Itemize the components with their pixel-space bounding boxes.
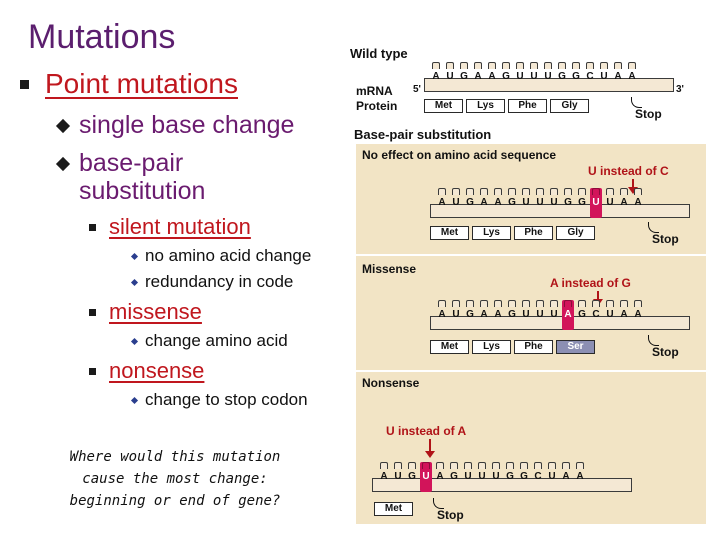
silent-mutation-text: silent mutation xyxy=(109,214,251,239)
bullet-point-mutations xyxy=(20,68,238,100)
amino-acid: Lys xyxy=(472,340,511,354)
nucleotide: U xyxy=(528,62,540,92)
missense-protein xyxy=(430,340,598,354)
square-bullet-icon xyxy=(89,309,96,316)
point-mutations-heading: Point mutations xyxy=(45,68,238,99)
single-base-change-text: single base change xyxy=(79,111,295,139)
mutated-nucleotide: A xyxy=(562,300,574,330)
square-bullet-icon xyxy=(20,80,29,89)
mutated-nucleotide: U xyxy=(590,188,602,218)
nucleotide: A xyxy=(612,62,624,92)
nucleotide: A xyxy=(574,462,586,492)
nonsense-arrow-icon xyxy=(429,439,431,453)
bullet-change-aa xyxy=(132,331,288,351)
amino-acid: Phe xyxy=(514,226,553,240)
nucleotide: A xyxy=(478,188,490,218)
nucleotide: U xyxy=(490,462,502,492)
nucleotide: U xyxy=(548,300,560,330)
missense-mrna-strand xyxy=(430,296,690,330)
nucleotide: G xyxy=(464,300,476,330)
nucleotide: A xyxy=(632,300,644,330)
nucleotide: G xyxy=(406,462,418,492)
missense-text: missense xyxy=(109,299,202,324)
nucleotide: A xyxy=(632,188,644,218)
small-diamond-bullet-icon xyxy=(131,396,138,403)
nucleotide: G xyxy=(518,462,530,492)
base-pair-substitution-text: base-pair substitution xyxy=(79,149,206,205)
amino-acid: Met xyxy=(430,340,469,354)
change-aa-text: change amino acid xyxy=(145,331,288,350)
protein-label: Protein xyxy=(356,99,398,113)
square-bullet-icon xyxy=(89,368,96,375)
nucleotide: U xyxy=(546,462,558,492)
nucleotide: G xyxy=(506,300,518,330)
silent-note: U instead of C xyxy=(588,164,669,178)
wild-type-protein xyxy=(424,99,592,113)
bullet-missense xyxy=(89,299,202,325)
nucleotide: A xyxy=(378,462,390,492)
amino-acid: Lys xyxy=(472,226,511,240)
nucleotide: A xyxy=(486,62,498,92)
wild-type-stop-label: Stop xyxy=(635,107,662,121)
mutated-nucleotide: U xyxy=(420,462,432,492)
nonsense-note: U instead of A xyxy=(386,424,467,438)
three-prime-label: 3' xyxy=(676,84,684,95)
bullet-change-to-stop xyxy=(132,390,308,410)
amino-acid: Met xyxy=(424,99,463,113)
diamond-bullet-icon xyxy=(56,119,70,133)
nucleotide: A xyxy=(430,62,442,92)
five-prime-label: 5' xyxy=(413,84,421,95)
change-to-stop-text: change to stop codon xyxy=(145,390,308,409)
nucleotide: U xyxy=(534,300,546,330)
wild-type-mrna-strand xyxy=(424,58,674,92)
no-aa-change-text: no amino acid change xyxy=(145,246,312,265)
bullet-no-aa-change xyxy=(132,246,311,266)
nucleotide: A xyxy=(478,300,490,330)
amino-acid: Phe xyxy=(514,340,553,354)
nucleotide: G xyxy=(570,62,582,92)
wild-type-heading: Wild type xyxy=(350,46,408,61)
nucleotide: U xyxy=(548,188,560,218)
nucleotide: A xyxy=(492,300,504,330)
redundancy-text: redundancy in code xyxy=(145,272,294,291)
nucleotide: U xyxy=(520,188,532,218)
nucleotide: G xyxy=(576,188,588,218)
nucleotide: G xyxy=(504,462,516,492)
diamond-bullet-icon xyxy=(56,157,70,171)
amino-acid: Lys xyxy=(466,99,505,113)
silent-panel-heading: No effect on amino acid sequence xyxy=(362,148,557,162)
nucleotide: U xyxy=(392,462,404,492)
nucleotide: C xyxy=(590,300,602,330)
bullet-base-pair-substitution xyxy=(56,149,309,205)
missense-note: A instead of G xyxy=(550,276,631,290)
missense-panel-heading: Missense xyxy=(362,262,417,276)
nonsense-stop-label: Stop xyxy=(437,508,464,522)
amino-acid: Gly xyxy=(556,226,595,240)
nucleotide: U xyxy=(444,62,456,92)
nucleotide: U xyxy=(450,300,462,330)
nucleotide: G xyxy=(576,300,588,330)
nucleotide: U xyxy=(604,188,616,218)
bullet-single-base-change xyxy=(56,111,294,139)
nucleotide: A xyxy=(618,300,630,330)
nucleotide: G xyxy=(556,62,568,92)
mutated-amino-acid: Ser xyxy=(556,340,595,354)
silent-mrna-strand xyxy=(430,184,690,218)
nucleotide: G xyxy=(448,462,460,492)
nucleotide: U xyxy=(534,188,546,218)
nucleotide: G xyxy=(500,62,512,92)
nucleotide: U xyxy=(450,188,462,218)
discussion-question: Where would this mutation cause the most change: beginning or end of gene? xyxy=(69,449,281,509)
base-pair-substitution-heading: Base-pair substitution xyxy=(354,127,492,142)
amino-acid: Met xyxy=(430,226,469,240)
nucleotide: U xyxy=(604,300,616,330)
nonsense-panel-heading: Nonsense xyxy=(362,376,420,390)
silent-stop-label: Stop xyxy=(652,232,679,246)
small-diamond-bullet-icon xyxy=(131,252,138,259)
nucleotide: G xyxy=(464,188,476,218)
nucleotide: G xyxy=(562,188,574,218)
silent-protein xyxy=(430,226,598,240)
nucleotide: G xyxy=(458,62,470,92)
nucleotide: C xyxy=(532,462,544,492)
nucleotide: A xyxy=(472,62,484,92)
nonsense-text: nonsense xyxy=(109,358,205,383)
nucleotide: U xyxy=(598,62,610,92)
amino-acid: Gly xyxy=(550,99,589,113)
slide-title: Mutations xyxy=(28,18,176,56)
nucleotide: A xyxy=(492,188,504,218)
amino-acid: Phe xyxy=(508,99,547,113)
small-diamond-bullet-icon xyxy=(131,337,138,344)
mrna-label: mRNA xyxy=(356,84,393,98)
nucleotide: U xyxy=(520,300,532,330)
nucleotide: U xyxy=(542,62,554,92)
nucleotide: U xyxy=(476,462,488,492)
bullet-nonsense xyxy=(89,358,204,384)
nucleotide: G xyxy=(506,188,518,218)
nucleotide: A xyxy=(626,62,638,92)
amino-acid: Met xyxy=(374,502,413,516)
square-bullet-icon xyxy=(89,224,96,231)
bullet-redundancy xyxy=(132,272,293,292)
nonsense-mrna-strand xyxy=(372,458,632,492)
nucleotide: U xyxy=(462,462,474,492)
nucleotide: U xyxy=(514,62,526,92)
nucleotide: C xyxy=(584,62,596,92)
nucleotide: A xyxy=(560,462,572,492)
nucleotide: A xyxy=(436,188,448,218)
missense-stop-label: Stop xyxy=(652,345,679,359)
nucleotide: A xyxy=(618,188,630,218)
bullet-silent-mutation xyxy=(89,214,251,240)
nucleotide: A xyxy=(434,462,446,492)
nonsense-protein xyxy=(374,502,416,516)
small-diamond-bullet-icon xyxy=(131,278,138,285)
nucleotide: A xyxy=(436,300,448,330)
